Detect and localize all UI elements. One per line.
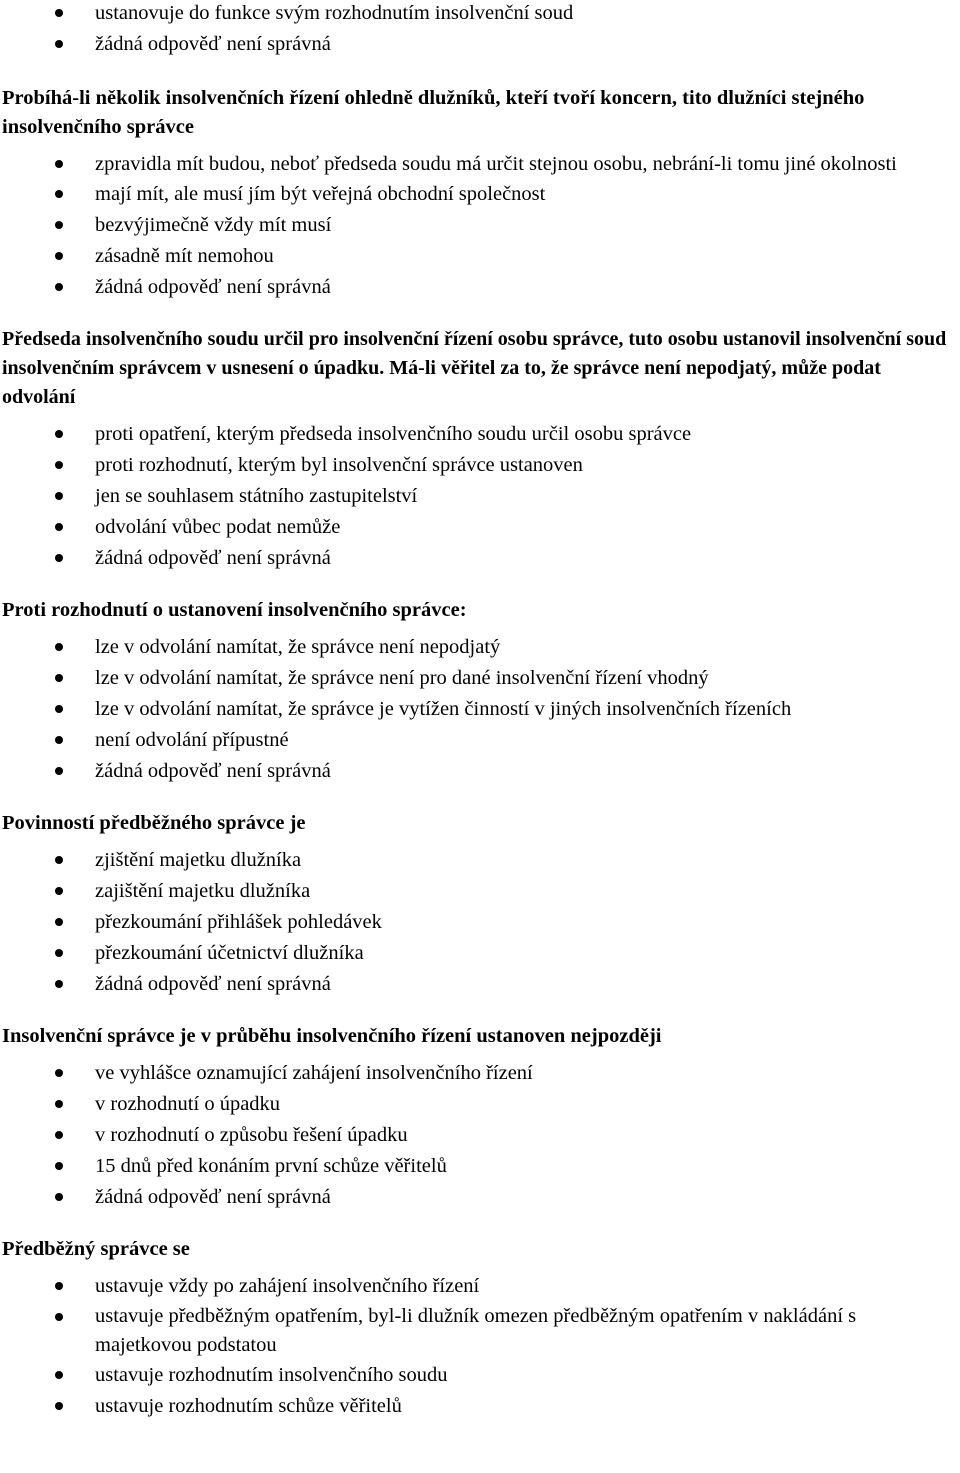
option-item: zpravidla mít budou, neboť předseda soudu má určit stejnou osobu, nebrání-li tomu jiné okolnosti [0,149,955,179]
bullet-icon [55,980,63,988]
bullet-icon [55,283,63,291]
question-6 [0,1235,960,1422]
bullet-icon [55,1402,63,1410]
bullet-icon [55,221,63,229]
bullet-icon [55,674,63,682]
options-list [0,1058,960,1213]
option-item: proti rozhodnutí, kterým byl insolvenční správce ustanoven [0,450,955,481]
option-item: ustavuje vždy po zahájení insolvenčního řízení [0,1271,955,1302]
bullet-icon [55,252,63,260]
bullet-icon [55,887,63,895]
bullet-icon [55,461,63,469]
bullet-icon [55,767,63,775]
question-stem: Proti rozhodnutí o ustanovení insolvenčního správce: [2,599,467,621]
options-list [0,845,960,1000]
bullet-icon [55,492,63,500]
bullet-icon [55,9,63,17]
bullet-icon [55,160,63,168]
option-item: 15 dnů před konáním první schůze věřitelů [0,1151,955,1182]
bullet-icon [55,918,63,926]
question-stem: Předseda insolvenčního soudu určil pro insolvenční řízení osobu správce, tuto osobu ustanovil insolvenční soud insolvenčním správcem v usnesení o úpadku. Má-li věřitel za to, že správce není nepodjatý, může podat odvolání [2,328,947,408]
options-list [0,149,960,303]
option-item: žádná odpověď není správná [0,969,955,1000]
option-item: v rozhodnutí o úpadku [0,1089,955,1120]
bullet-icon [55,1282,63,1290]
question-stem: Probíhá-li několik insolvenčních řízení ohledně dlužníků, kteří tvoří koncern, tito dlužníci stejného insolvenčního správce [2,87,865,138]
option-item: jen se souhlasem státního zastupitelství [0,481,955,512]
bullet-icon [55,1162,63,1170]
question-5 [0,1022,960,1213]
option-item: zásadně mít nemohou [0,241,955,272]
bullet-icon [55,1100,63,1108]
option-item: bezvýjimečně vždy mít musí [0,210,955,241]
bullet-icon [55,1371,63,1379]
bullet-icon [55,705,63,713]
option-item: ustavuje rozhodnutím schůze věřitelů [0,1391,955,1422]
option-item: zjištění majetku dlužníka [0,845,955,876]
bullet-icon [55,430,63,438]
options-list [0,0,960,60]
options-list [0,1271,960,1422]
option-item: lze v odvolání namítat, že správce není pro dané insolvenční řízení vhodný [0,663,955,694]
bullet-icon [55,856,63,864]
option-item: ustavuje předběžným opatřením, byl-li dlužník omezen předběžným opatřením v nakládání s majetkovou podstatou [0,1302,955,1360]
option-item: není odvolání přípustné [0,725,955,756]
option-item: žádná odpověď není správná [0,756,955,787]
question-4 [0,809,960,1000]
option-item: přezkoumání přihlášek pohledávek [0,907,955,938]
option-item: odvolání vůbec podat nemůže [0,512,955,543]
option-item: lze v odvolání namítat, že správce je vytížen činností v jiných insolvenčních řízeních [0,694,960,725]
bullet-icon [55,643,63,651]
question-0 [0,0,960,60]
bullet-icon [55,1193,63,1201]
option-item: žádná odpověď není správná [0,29,955,60]
bullet-icon [55,736,63,744]
question-3 [0,596,960,787]
bullet-icon [55,1069,63,1077]
option-item: žádná odpověď není správná [0,543,955,574]
option-item: přezkoumání účetnictví dlužníka [0,938,955,969]
option-item: ustanovuje do funkce svým rozhodnutím insolvenční soud [0,0,955,29]
question-1 [0,84,960,303]
bullet-icon [55,523,63,531]
question-stem: Insolvenční správce je v průběhu insolvenčního řízení ustanoven nejpozději [2,1025,662,1047]
bullet-icon [55,190,63,198]
option-item: proti opatření, kterým předseda insolvenčního soudu určil osobu správce [0,419,955,450]
option-item: žádná odpověď není správná [0,1182,955,1213]
option-item: zajištění majetku dlužníka [0,876,955,907]
options-list [0,419,960,574]
option-item: ve vyhlášce oznamující zahájení insolvenčního řízení [0,1058,955,1089]
bullet-icon [55,1131,63,1139]
option-item: žádná odpověď není správná [0,272,955,303]
question-stem: Předběžný správce se [2,1238,190,1260]
bullet-icon [55,1313,63,1321]
bullet-icon [55,40,63,48]
bullet-icon [55,949,63,957]
option-item: lze v odvolání namítat, že správce není nepodjatý [0,632,955,663]
option-item: v rozhodnutí o způsobu řešení úpadku [0,1120,955,1151]
question-2 [0,325,960,574]
options-list [0,632,960,787]
question-stem: Povinností předběžného správce je [2,812,306,834]
option-item: ustavuje rozhodnutím insolvenčního soudu [0,1360,955,1391]
bullet-icon [55,554,63,562]
option-item: mají mít, ale musí jím být veřejná obchodní společnost [0,179,955,210]
